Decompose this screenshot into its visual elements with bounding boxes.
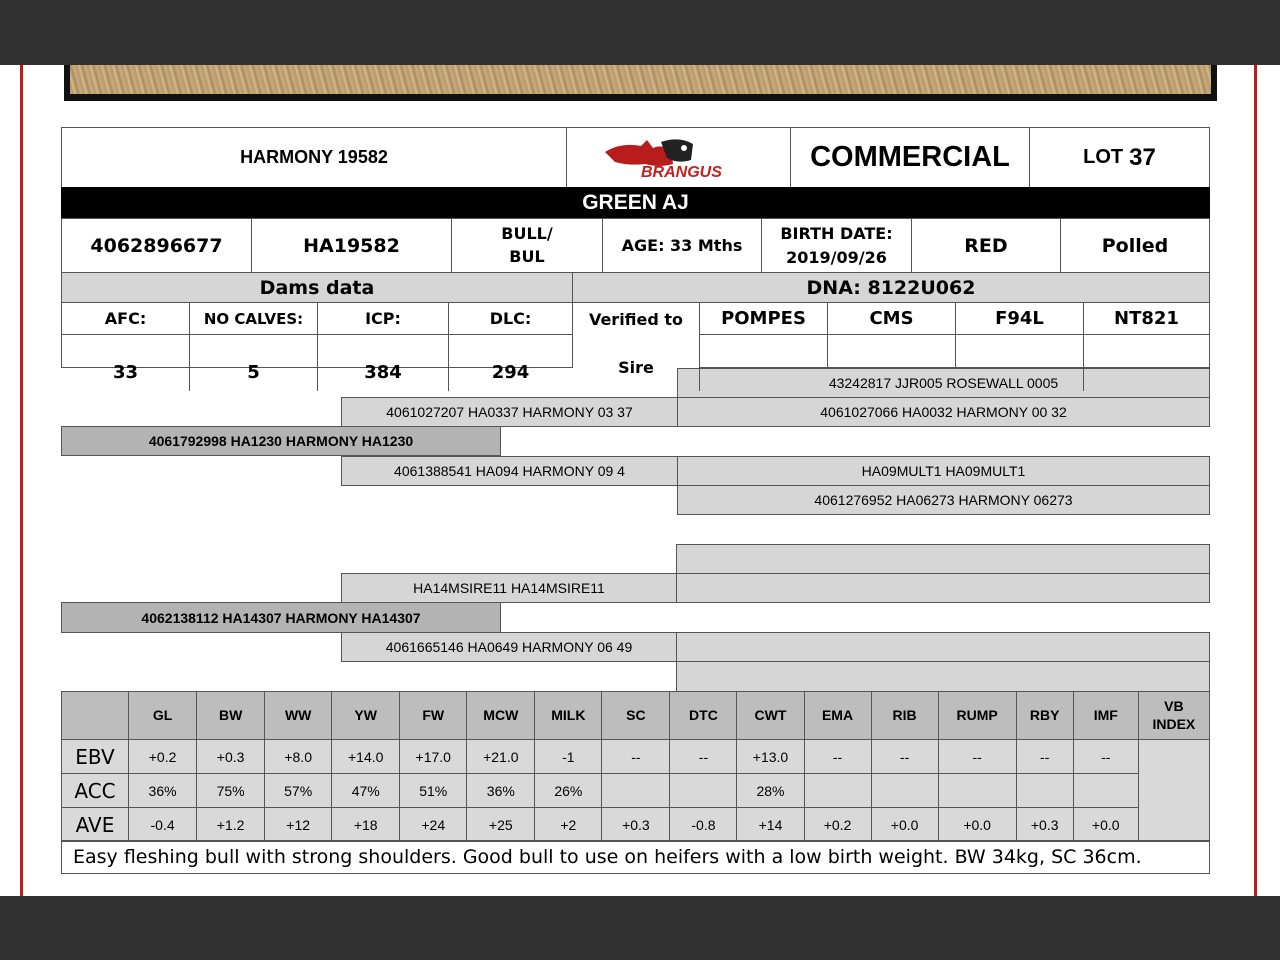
animal-name-cell <box>61 127 567 188</box>
row-label-acc: ACC <box>62 774 129 808</box>
pedigree-sire-dam-dam <box>677 485 1210 515</box>
ebv-header-ww: WW <box>265 692 332 740</box>
ebv-value: +0.0 <box>938 808 1016 842</box>
pedigree-text: HA14MSIRE11 HA14MSIRE11 <box>413 580 605 596</box>
colour: RED <box>964 234 1008 257</box>
ebv-value: -- <box>871 740 938 774</box>
acc-row <box>62 774 1210 808</box>
colour-cell <box>911 218 1061 273</box>
category-cell <box>790 127 1030 188</box>
dams-value-dlc: 294 <box>491 362 530 383</box>
ebv-value: +0.2 <box>129 740 197 774</box>
ebv-value: -- <box>670 740 737 774</box>
ebv-value: -0.4 <box>129 808 197 842</box>
pedigree-text: 4061027207 HA0337 HARMONY 03 37 <box>386 404 633 420</box>
ebv-value <box>1016 774 1073 808</box>
divider <box>699 368 700 391</box>
pedigree-text: 4061388541 HA094 HARMONY 09 4 <box>394 463 625 479</box>
dna-test-f94l <box>955 302 1084 335</box>
ebv-header-mcw: MCW <box>467 692 535 740</box>
dna-test-label: F94L <box>995 308 1044 329</box>
id-number-cell <box>61 218 252 273</box>
divider <box>827 334 828 368</box>
ebv-value: +0.3 <box>602 808 670 842</box>
ebv-header-vb-index: VB INDEX <box>1138 692 1209 740</box>
lot-cell <box>1029 127 1210 188</box>
row-label-ave: AVE <box>62 808 129 842</box>
dams-col-label: ICP: <box>365 309 401 328</box>
ebv-value <box>871 774 938 808</box>
ebv-header-gl: GL <box>129 692 197 740</box>
ebv-table <box>61 691 1210 842</box>
lot-number: 37 <box>1129 143 1156 171</box>
ebv-value: -- <box>1016 740 1073 774</box>
dams-col-afc <box>61 302 190 335</box>
page-border-left <box>20 65 23 896</box>
ebv-value <box>804 774 871 808</box>
viewer-bottom-bar <box>0 896 1280 960</box>
ebv-value: 28% <box>737 774 804 808</box>
pedigree-text: 43242817 JJR005 ROSEWALL 0005 <box>828 375 1059 391</box>
pedigree-text: 4061665146 HA0649 HARMONY 06 49 <box>385 639 633 655</box>
birth-date: 2019/09/26 <box>786 247 887 267</box>
ebv-value: +17.0 <box>400 740 467 774</box>
ebv-value: +1.2 <box>197 808 265 842</box>
sex-cell <box>451 218 603 273</box>
pedigree-dam-sire <box>341 573 677 603</box>
ebv-value: +0.3 <box>197 740 265 774</box>
ebv-value: +2 <box>535 808 602 842</box>
ave-row <box>62 808 1210 842</box>
ebv-value: +8.0 <box>265 740 332 774</box>
ebv-value: +18 <box>332 808 400 842</box>
divider <box>1083 334 1084 368</box>
dna-test-label: POMPES <box>721 308 806 329</box>
ebv-value: +21.0 <box>467 740 535 774</box>
dams-col-label: DLC: <box>489 309 532 328</box>
pedigree-sire-sire-dam <box>677 397 1210 427</box>
dna-test-cms <box>827 302 956 335</box>
ebv-value: +0.3 <box>1016 808 1073 842</box>
pedigree-text: HA09MULT1 HA09MULT1 <box>861 463 1026 479</box>
ebv-header-milk: MILK <box>535 692 602 740</box>
grass-photo-crop <box>70 65 1211 94</box>
pedigree-dam-dam <box>341 632 677 662</box>
pedigree-dam-dam-sire <box>676 632 1210 662</box>
ebv-header-rby: RBY <box>1016 692 1073 740</box>
pedigree-dam-dam-dam <box>676 661 1210 692</box>
ebv-value: 51% <box>400 774 467 808</box>
ebv-value: +0.0 <box>1073 808 1138 842</box>
ebv-header-sc: SC <box>602 692 670 740</box>
ebv-value: 36% <box>467 774 535 808</box>
pedigree-sire-sire <box>341 397 678 427</box>
ebv-value: 75% <box>197 774 265 808</box>
ebv-value: +0.0 <box>871 808 938 842</box>
brangus-logo <box>601 134 751 182</box>
dams-data-title-cell <box>61 272 573 303</box>
age-cell <box>602 218 762 273</box>
pedigree-text: 4061027066 HA0032 HARMONY 00 32 <box>820 404 1067 420</box>
animal-name: HARMONY 19582 <box>240 147 388 167</box>
bull-photo <box>64 65 1217 101</box>
ebv-value <box>1073 774 1138 808</box>
ebv-header-fw: FW <box>400 692 467 740</box>
ebv-header-bw: BW <box>197 692 265 740</box>
ebv-header-ema: EMA <box>804 692 871 740</box>
pedigree-dam-sire-dam <box>676 573 1210 603</box>
ebv-value: -- <box>938 740 1016 774</box>
ebv-value: -- <box>602 740 670 774</box>
ebv-header-yw: YW <box>332 692 400 740</box>
pedigree-dam-sire-sire <box>676 544 1210 574</box>
ebv-value: +25 <box>467 808 535 842</box>
page-border-right <box>1254 65 1257 896</box>
ebv-value <box>602 774 670 808</box>
divider <box>1083 368 1084 391</box>
ebv-value: 36% <box>129 774 197 808</box>
dams-col-dlc <box>448 302 573 335</box>
dna-title: DNA: 8122U062 <box>806 276 976 299</box>
ebv-value: -- <box>804 740 871 774</box>
comments-text: Easy fleshing bull with strong shoulders. Good bull to use on heifers with a low birth weight. BW 34kg, SC 36cm. <box>73 846 1142 868</box>
dams-value-icp: 384 <box>364 362 402 383</box>
ebv-value: 57% <box>265 774 332 808</box>
dams-value-no-calves: 5 <box>247 362 260 383</box>
ebv-value: -0.8 <box>670 808 737 842</box>
owner-name: GREEN AJ <box>582 191 689 214</box>
ebv-header-rib: RIB <box>871 692 938 740</box>
lot-prefix: LOT <box>1083 146 1124 168</box>
owner-bar <box>61 187 1210 219</box>
ebv-value: +24 <box>400 808 467 842</box>
dams-data-title: Dams data <box>259 276 375 299</box>
horn-cell <box>1060 218 1210 273</box>
dna-test-label: CMS <box>869 308 914 329</box>
ebv-value: 26% <box>535 774 602 808</box>
pedigree-dam <box>61 602 501 633</box>
ebv-header-imf: IMF <box>1073 692 1138 740</box>
ebv-value <box>938 774 1016 808</box>
sex: BULL/ BUL <box>501 224 553 266</box>
tag-cell <box>251 218 452 273</box>
category-label: COMMERCIAL <box>810 141 1010 173</box>
verified-label-2: Sire <box>618 358 654 377</box>
dna-title-cell <box>572 272 1210 303</box>
dna-test-pompes <box>699 302 828 335</box>
ebv-row <box>62 740 1210 774</box>
dams-col-label: AFC: <box>104 309 147 328</box>
ebv-header-rump: RUMP <box>938 692 1016 740</box>
dams-value-afc: 33 <box>112 362 139 383</box>
ebv-value: +13.0 <box>737 740 804 774</box>
ebv-header-dtc: DTC <box>670 692 737 740</box>
verified-label-1: Verified to <box>588 310 684 329</box>
ebv-value: 47% <box>332 774 400 808</box>
dams-col-no-calves <box>189 302 318 335</box>
age: AGE: 33 Mths <box>621 236 743 255</box>
ebv-value: +0.2 <box>804 808 871 842</box>
birth-date-cell <box>761 218 912 273</box>
pedigree-text: 4061792998 HA1230 HARMONY HA1230 <box>148 433 414 449</box>
row-label-ebv: EBV <box>62 740 129 774</box>
comments-box <box>61 840 1210 874</box>
tag: HA19582 <box>303 234 400 257</box>
ebv-value <box>670 774 737 808</box>
vb-index-value <box>1138 740 1209 842</box>
logo-cell <box>566 127 791 188</box>
ebv-value: +14 <box>737 808 804 842</box>
horn-status: Polled <box>1101 234 1169 257</box>
pedigree-sire-sire-sire <box>677 368 1210 398</box>
pedigree-sire-dam-sire <box>677 456 1210 486</box>
pedigree-sire-dam <box>341 456 678 486</box>
viewer-top-bar <box>0 0 1280 65</box>
pedigree-text: 4062138112 HA14307 HARMONY HA14307 <box>141 609 421 626</box>
ebv-header-row <box>62 692 1210 740</box>
pedigree-sire <box>61 426 501 456</box>
ebv-header-blank <box>62 692 129 740</box>
birth-date-label: BIRTH DATE: <box>780 224 893 244</box>
ebv-value: -- <box>1073 740 1138 774</box>
dams-col-icp <box>317 302 449 335</box>
divider <box>955 334 956 368</box>
ebv-value: +14.0 <box>332 740 400 774</box>
dna-test-nt821 <box>1083 302 1210 335</box>
pedigree-text: 4061276952 HA06273 HARMONY 06273 <box>814 492 1073 508</box>
dna-test-label: NT821 <box>1114 308 1179 329</box>
ebv-header-cwt: CWT <box>737 692 804 740</box>
ebv-value: -1 <box>535 740 602 774</box>
ebv-value: +12 <box>265 808 332 842</box>
id-number: 4062896677 <box>90 234 223 257</box>
dams-col-label: NO CALVES: <box>203 309 304 328</box>
logo-text: BRANGUS <box>641 164 722 181</box>
